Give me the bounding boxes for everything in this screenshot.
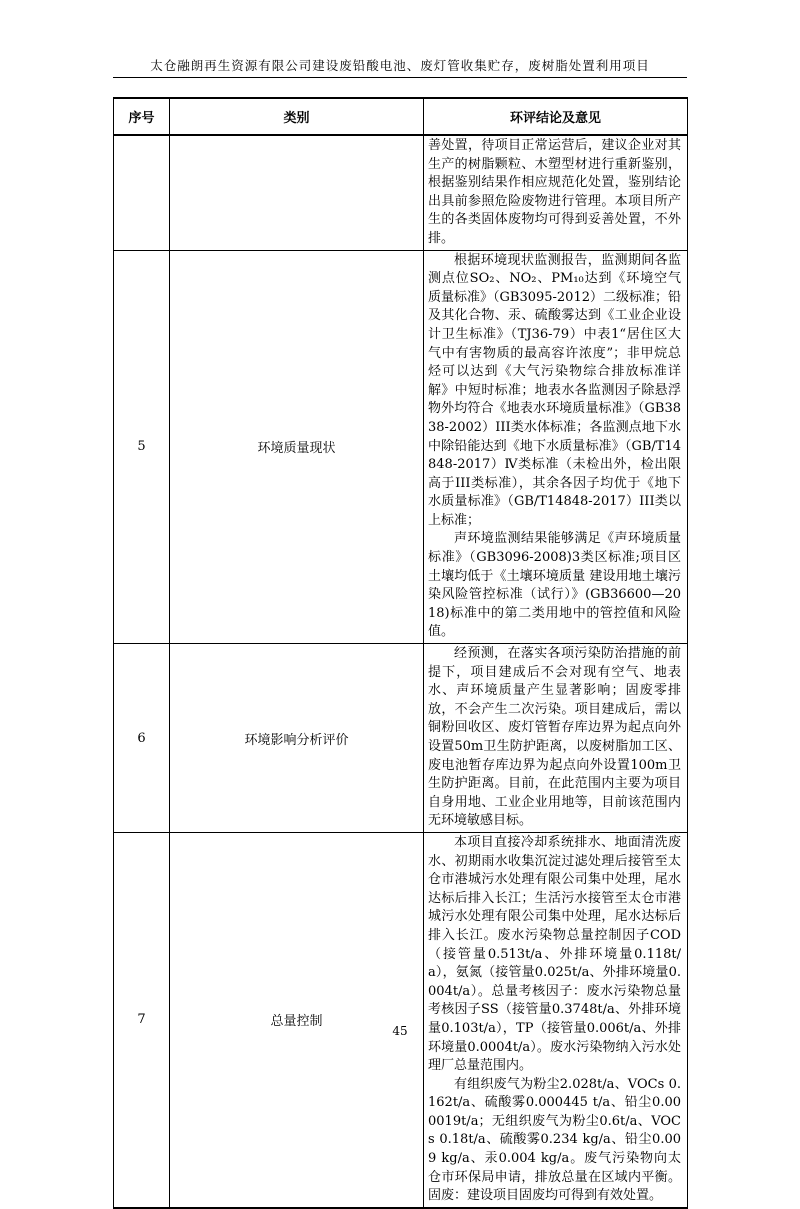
row-conclusion: [424, 135, 688, 250]
conclusion-paragraph: 有组织废气为粉尘2.028t/a、VOCs 0.162t/a、硫酸雾0.000445 t/a、铅尘0.000019t/a；无组织废气为粉尘0.6t/a、VOCs 0.18t/a、硫酸雾0.234 kg/a、铅尘0.009 kg/a、汞0.004 kg/a。废气污染物向太仓市环保局申请，排放总量在区域内平衡。固废：建设项目固废均可得到有效处置。: [428, 1076, 681, 1204]
row-number: 5: [114, 250, 170, 643]
row-number: [114, 135, 170, 250]
table-row: [114, 832, 688, 1207]
conclusion-paragraph: 本项目直接冷却系统排水、地面清洗废水、初期雨水收集沉淀过滤处理后接管至太仓市港城污水处理有限公司集中处理，尾水达标后排入长江；生活污水接管至太仓市港城污水处理有限公司集中处理，尾水达标后排入长江。废水污染物总量控制因子COD（接管量0.513t/a、外排环境量0.118t/a），氨氮（接管量0.025t/a、外排环境量0.004t/a）。总量考核因子：废水污染物总量考核因子SS（接管量0.3748t/a、外排环境量0.103t/a），TP（接管量0.006t/a、外排环境量0.0004t/a）。废水污染物纳入污水处理厂总量范围内。: [428, 834, 681, 1074]
conclusion-paragraph: 善处置，待项目正常运营后，建议企业对其生产的树脂颗粒、木塑型材进行重新鉴别，根据鉴别结果作相应规范化处置，鉴别结论出具前参照危险废物进行管理。本项目所产生的各类固体废物均可得到妥善处置，不外排。: [428, 138, 681, 246]
column-header-conclusion: 环评结论及意见: [424, 98, 688, 135]
header-rule: [113, 77, 687, 78]
table-header-row: [114, 98, 688, 135]
conclusion-paragraph: 根据环境现状监测报告，监测期间各监测点位SO₂、NO₂、PM₁₀达到《环境空气质量标准》（GB3095-2012）二级标准；铅及其化合物、汞、硫酸雾达到《工业企业设计卫生标准》（TJ36-79）中表1“居住区大气中有害物质的最高容许浓度”；非甲烷总烃可以达到《大气污染物综合排放标准详解》中短时标准；地表水各监测因子除悬浮物外均符合《地表水环境质量标准》（GB3838-2002）III类水体标准；各监测点地下水中除铅能达到《地下水质量标准》（GB/T14848-2017）Ⅳ类标准（未检出外，检出限高于III类标准），其余各因子均优于《地下水质量标准》（GB/T14848-2017）III类以上标准；: [428, 252, 681, 528]
row-conclusion: [424, 250, 688, 643]
document-header: 太仓融朗再生资源有限公司建设废铅酸电池、废灯管收集贮存，废树脂处置利用项目: [150, 58, 650, 73]
row-conclusion: [424, 832, 688, 1207]
table-row: [114, 644, 688, 833]
column-header-category: 类别: [170, 98, 424, 135]
row-category: 总量控制: [170, 832, 424, 1207]
conclusion-table: [113, 97, 688, 1209]
column-header-no: 序号: [114, 98, 170, 135]
row-conclusion: [424, 644, 688, 833]
row-category: 环境影响分析评价: [170, 644, 424, 833]
conclusion-paragraph: 经预测，在落实各项污染防治措施的前提下，项目建成后不会对现有空气、地表水、声环境质量产生显著影响；固废零排放，不会产生二次污染。项目建成后，需以铜粉回收区、废灯管暂存库边界为起点向外设置50m卫生防护距离，以废树脂加工区、废电池暂存库边界为起点向外设置100m卫生防护距离。目前，在此范围内主要为项目自身用地、工业企业用地等，目前该范围内无环境敏感目标。: [428, 646, 681, 829]
table-row: [114, 250, 688, 643]
table-row: [114, 135, 688, 250]
row-category: 环境质量现状: [170, 250, 424, 643]
row-number: 7: [114, 832, 170, 1207]
page-number: 45: [392, 1024, 408, 1038]
row-number: 6: [114, 644, 170, 833]
conclusion-paragraph: 声环境监测结果能够满足《声环境质量标准》（GB3096-2008)3类区标准;项目区土壤均低于《土壤环境质量 建设用地土壤污染风险管控标准（试行）》(GB36600—2018)标准中的第二类用地中的管控值和风险值。: [428, 531, 681, 640]
row-category: [170, 135, 424, 250]
